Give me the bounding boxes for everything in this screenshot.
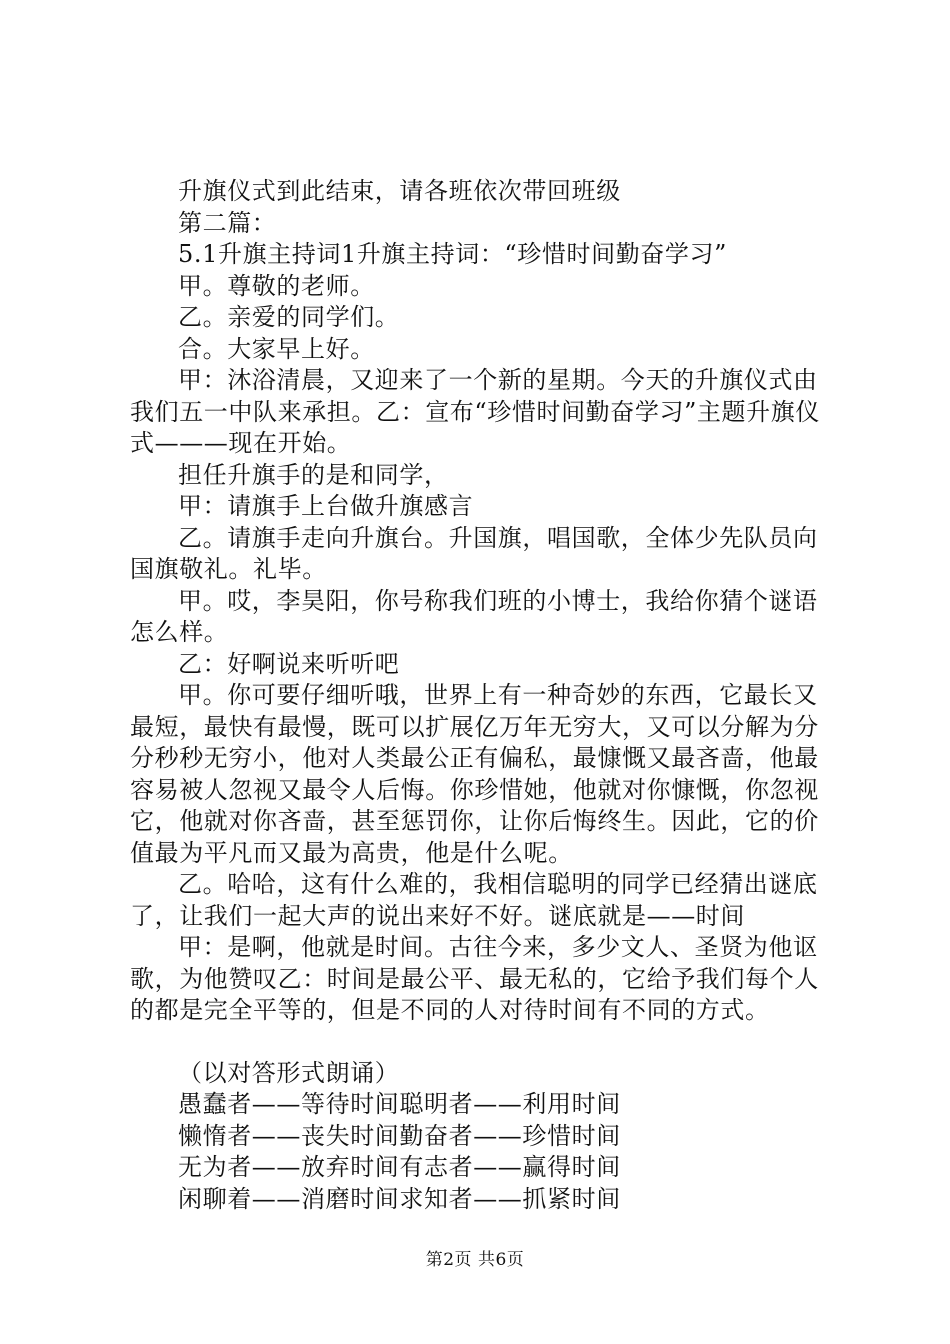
paragraph: 愚蠢者——等待时间聪明者——利用时间: [178, 1090, 621, 1118]
paragraph: 第二篇：: [178, 208, 277, 237]
paragraph: 懒惰者——丧失时间勤奋者——珍惜时间: [178, 1121, 621, 1150]
paragraph: 乙。哈哈，这有什么难的，我相信聪明的同学已经猜出谜底了，让我们一起大声的说出来好不好。谜底就是——时间: [130, 870, 818, 930]
paragraph: 乙。请旗手走向升旗台。升国旗，唱国歌，全体少先队员向国旗敬礼。礼毕。: [130, 523, 818, 583]
paragraph: 甲。尊敬的老师。: [178, 271, 375, 300]
paragraph: 升旗仪式到此结束，请各班依次带回班级: [178, 177, 621, 205]
paragraph: 甲：是啊，他就是时间。古往今来，多少文人、圣贤为他讴歌，为他赞叹乙：时间是最公平、最无私的，它给予我们每个人的都是完全平等的，但是不同的人对待时间有不同的方式。: [130, 933, 819, 1024]
document-body: [130, 176, 840, 1215]
paragraph: 担任升旗手的是和同学，: [178, 460, 449, 489]
paragraph: 甲。你可要仔细听哦，世界上有一种奇妙的东西，它最长又最短，最快有最慢，既可以扩展亿万年无穷大，又可以分解为分分秒秒无穷小，他对人类最公正有偏私，最慷慨又最吝啬，他最容易被人忽视又最令人后悔。你珍惜她，他就对你慷慨，你忽视它，他就对你吝啬，甚至惩罚你，让你后悔终生。因此，它的价值最为平凡而又最为高贵，他是什么呢。: [130, 681, 819, 867]
paragraph: 5.1升旗主持词1升旗主持词：“珍惜时间勤奋学习”: [178, 240, 727, 268]
page-number-footer: 第2页 共6页: [425, 1250, 525, 1270]
paragraph-gap: [130, 1027, 840, 1058]
paragraph: 无为者——放弃时间有志者——赢得时间: [178, 1153, 621, 1181]
paragraph: 乙：好啊说来听听吧: [178, 649, 400, 678]
paragraph: 甲。哎，李昊阳，你号称我们班的小博士，我给你猜个谜语怎么样。: [130, 586, 818, 646]
paragraph: 合。大家早上好。: [178, 334, 375, 363]
paragraph: 闲聊着——消磨时间求知者——抓紧时间: [178, 1184, 621, 1213]
paragraph: （以对答形式朗诵）: [178, 1058, 400, 1087]
paragraph: 乙。亲爱的同学们。: [178, 303, 400, 331]
paragraph: 甲：请旗手上台做升旗感言: [178, 492, 474, 520]
paragraph: 甲：沐浴清晨，又迎来了一个新的星期。今天的升旗仪式由我们五一中队来承担。乙：宣布“珍惜时间勤奋学习”主题升旗仪式———现在开始。: [130, 366, 820, 457]
